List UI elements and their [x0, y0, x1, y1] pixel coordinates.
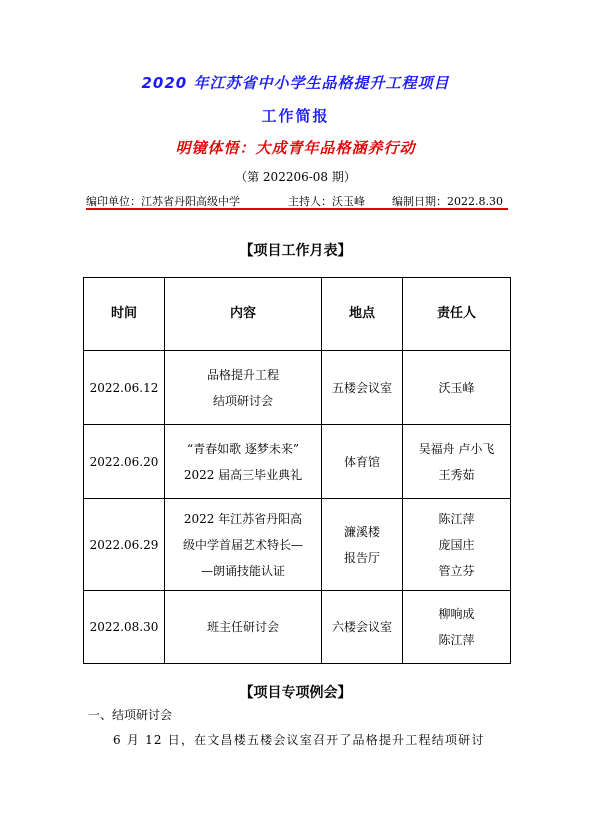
cell-content: 班主任研讨会 — [165, 591, 322, 664]
cell-content: 品格提升工程 结项研讨会 — [165, 351, 322, 425]
cell-person: 柳响成 陈江萍 — [403, 591, 511, 664]
special-meeting-heading: 【项目专项例会】 — [239, 685, 352, 701]
cell-place: 六楼会议室 — [322, 591, 403, 664]
cell-person: 陈江萍 庞国庄 管立芬 — [403, 499, 511, 591]
header-divider — [86, 208, 508, 210]
monthly-table-heading: 【项目工作月表】 — [239, 243, 352, 259]
cell-place: 濂溪楼 报告厅 — [322, 499, 403, 591]
cell-place: 五楼会议室 — [322, 351, 403, 425]
cell-place: 体育馆 — [322, 425, 403, 499]
brief-title-line1: 2020 年江苏省中小学生品格提升工程项目 — [141, 74, 450, 92]
brief-title-line2: 工作简报 — [261, 107, 330, 125]
compile-date: 编制日期：2022.8.30 — [392, 195, 503, 208]
brief-subtitle: 明镜体悟：大成青年品格涵养行动 — [175, 139, 416, 157]
col-header-person: 责任人 — [403, 278, 511, 351]
cell-date: 2022.06.29 — [84, 499, 165, 591]
body-paragraph: 6 月 12 日，在文昌楼五楼会议室召开了品格提升工程结项研讨 — [113, 733, 485, 747]
cell-content: 2022 年江苏省丹阳高 级中学首届艺术特长— —朗诵技能认证 — [165, 499, 322, 591]
table-row — [84, 591, 511, 664]
table-row — [84, 425, 511, 499]
col-header-place: 地点 — [322, 278, 403, 351]
cell-person: 沃玉峰 — [403, 351, 511, 425]
table-header-row — [84, 278, 511, 351]
monthly-work-table — [83, 277, 511, 664]
cell-date: 2022.06.20 — [84, 425, 165, 499]
editor-unit: 编印单位：江苏省丹阳高级中学 — [86, 195, 240, 208]
issue-number: （第 202206-08 期） — [235, 170, 356, 184]
table-row — [84, 351, 511, 425]
col-header-content: 内容 — [165, 278, 322, 351]
cell-person: 吴福舟 卢小飞 王秀茹 — [403, 425, 511, 499]
cell-date: 2022.08.30 — [84, 591, 165, 664]
host: 主持人：沃玉峰 — [288, 195, 365, 208]
col-header-time: 时间 — [84, 278, 165, 351]
cell-date: 2022.06.12 — [84, 351, 165, 425]
table-row — [84, 499, 511, 591]
cell-content: “青春如歌 逐梦未来” 2022 届高三毕业典礼 — [165, 425, 322, 499]
section-subtitle: 一、结项研讨会 — [88, 708, 173, 722]
